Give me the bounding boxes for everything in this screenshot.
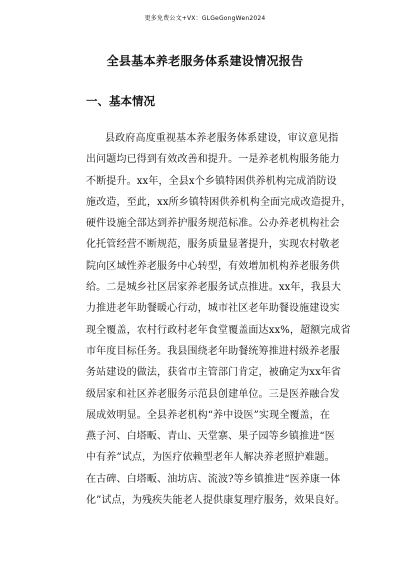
body-line: 级居家和社区养老服务示范县创建单位。三是医养融合发: [86, 388, 340, 400]
body-line: 在古碑、白塔畈、油坊店、流波?等乡镇推进“医养康一体: [86, 473, 341, 485]
body-line: 市年度目标任务。我县围绕老年助餐统筹推进村级养老服: [86, 345, 340, 357]
header-note: 更多免费公文+VX：GLGeGongWen2024: [144, 15, 266, 22]
body-line: 院向区域性养老服务中心转型，有效增加机构养老服务供: [86, 260, 340, 272]
body-line: 硬件设施全部达到养护服务规范标准。公办养老机构社会: [86, 218, 340, 230]
body-line: 不断提升。xx年，全县x个乡镇特困供养机构完成消防设: [86, 175, 337, 187]
body-line: 展成效明显。全县养老机构“养中设医”实现全覆盖，在: [86, 409, 330, 421]
document-title: 全县基本养老服务体系建设情况报告: [106, 54, 304, 68]
body-line: 施改造，至此，xx所乡镇特困供养机构全面完成改造提升，: [86, 196, 352, 208]
body-paragraph: [86, 128, 352, 511]
section-heading: 一、基本情况: [86, 94, 155, 108]
body-line: 中有养”试点，为医疗依赖型老年人解决养老照护难题。: [86, 452, 335, 464]
body-line: 出问题均已得到有效改善和提升。一是养老机构服务能力: [86, 154, 340, 166]
body-line: 化托管经营不断规范，服务质量显著提升，实现农村敬老: [86, 239, 340, 251]
body-line: 化”试点，为残疾失能老人提供康复理疗服务，效果良好。: [86, 495, 346, 507]
body-line: 燕子河、白塔畈、青山、天堂寨、果子园等乡镇推进“医: [86, 431, 335, 443]
body-line: 力推进老年助餐暖心行动，城市社区老年助餐设施建设实: [86, 303, 340, 315]
body-line: 务站建设的做法，获省市主管部门肯定，被确定为xx年省: [86, 367, 342, 379]
body-line: 现全覆盖，农村行政村老年食堂覆盖面达xx%，超额完成省: [86, 324, 351, 336]
body-line: 给。二是城乡社区居家养老服务试点推进。xx年，我县大: [86, 282, 342, 294]
body-line: 县政府高度重视基本养老服务体系建设，审议意见指: [105, 133, 339, 144]
